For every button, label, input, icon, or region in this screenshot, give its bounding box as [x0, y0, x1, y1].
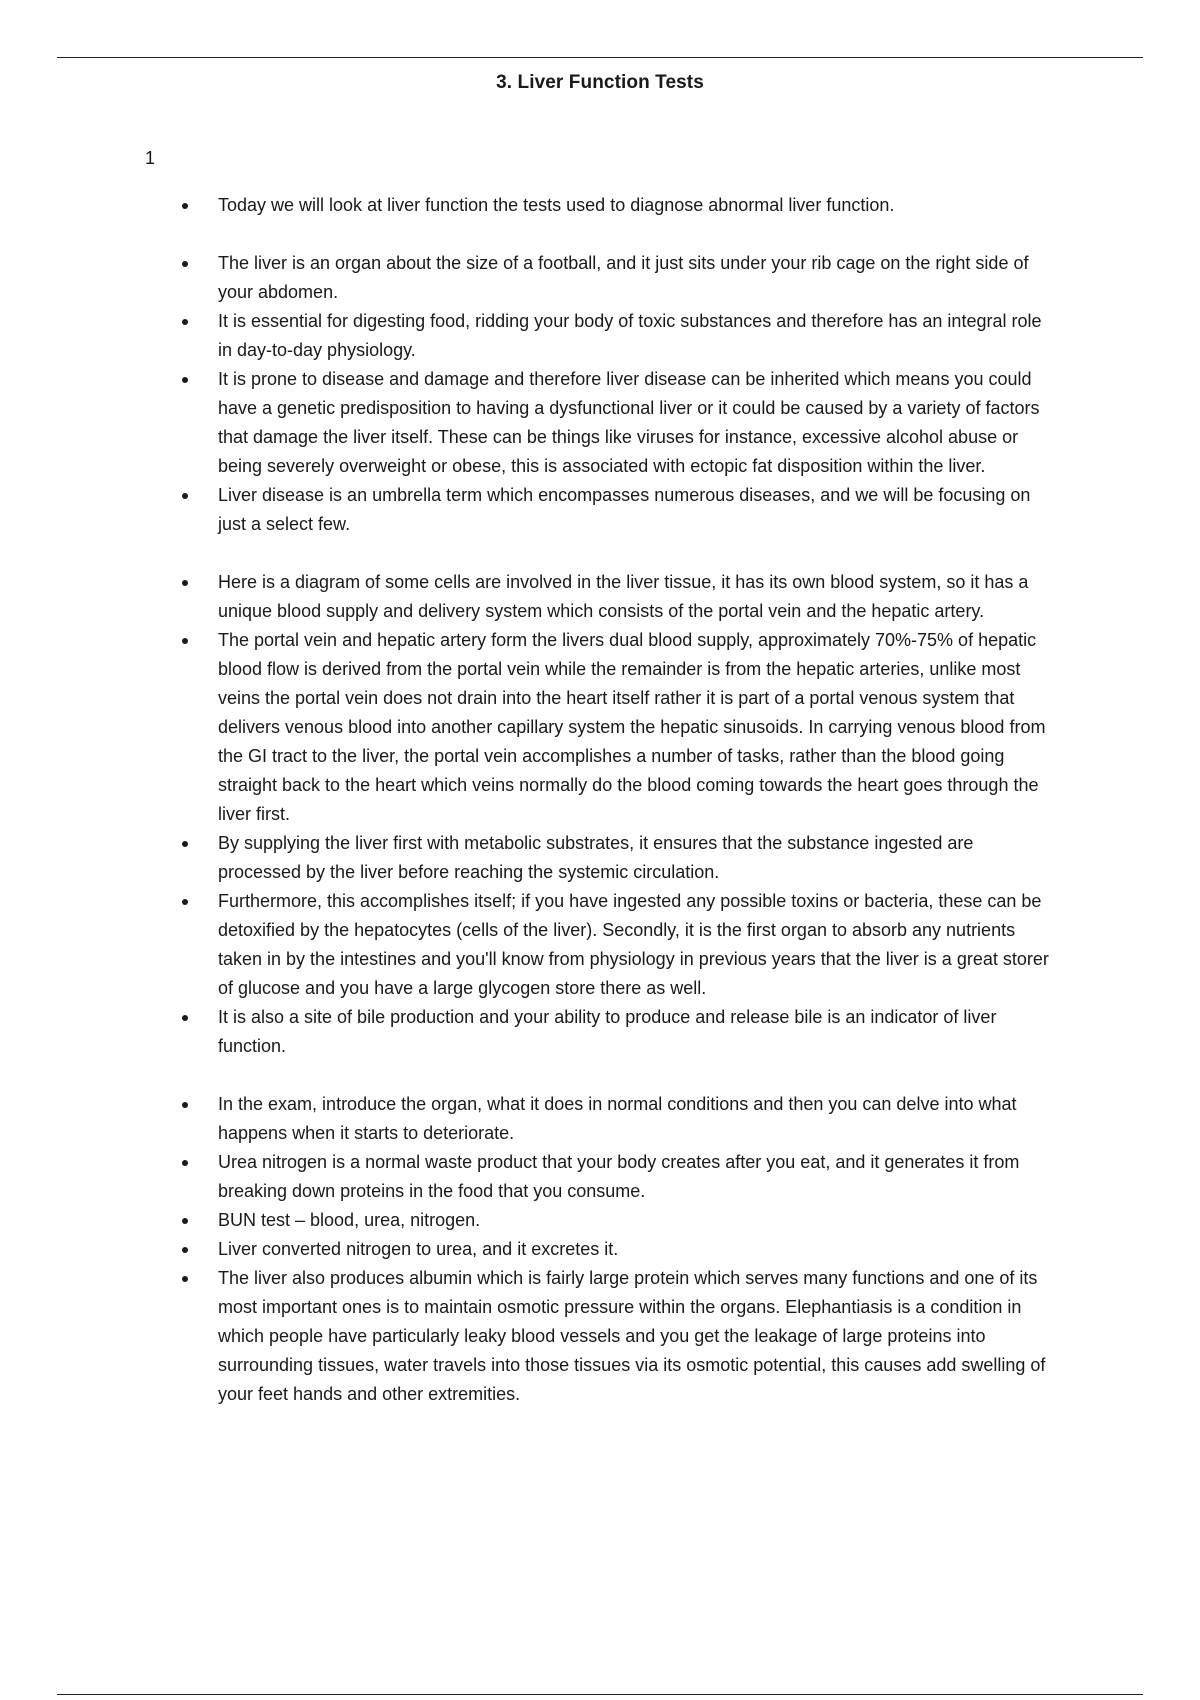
bullet-icon [182, 261, 188, 267]
bullet-icon [182, 1218, 188, 1224]
bottom-rule [57, 1694, 1143, 1695]
bullet-icon [182, 1160, 188, 1166]
bullet-text: The portal vein and hepatic artery form the livers dual blood supply, approximately 70%-75% of hepatic blood flow is derived from the portal vein while the remainder is from the hepatic arteries, unlike most veins the portal vein does not drain into the heart itself rather it is part of a portal venous system that delivers venous blood into another capillary system the hepatic sinusoids. In carrying venous blood from the GI tract to the liver, the portal vein accomplishes a number of tasks, rather than the blood going straight back to the heart which veins normally do the blood coming towards the heart goes through the liver first. [218, 630, 1046, 824]
bullet-text: Liver converted nitrogen to urea, and it excretes it. [218, 1239, 619, 1259]
bullet-icon [182, 493, 188, 499]
bullet-item [180, 1090, 1060, 1148]
bullet-text: Today we will look at liver function the tests used to diagnose abnormal liver function. [218, 195, 895, 215]
bullet-text: Here is a diagram of some cells are involved in the liver tissue, it has its own blood system, so it has a unique blood supply and delivery system which consists of the portal vein and the hepatic artery. [218, 572, 1029, 621]
bullet-list [180, 191, 1060, 1409]
bullet-icon [182, 319, 188, 325]
bullet-item [180, 191, 1060, 220]
bullet-item [180, 1264, 1060, 1409]
bullet-text: Liver disease is an umbrella term which encompasses numerous diseases, and we will be focusing on just a select few. [218, 485, 1031, 534]
bullet-text: BUN test – blood, urea, nitrogen. [218, 1210, 481, 1230]
page-number: 1 [145, 148, 156, 168]
bullet-item [180, 1148, 1060, 1206]
bullet-icon [182, 841, 188, 847]
bullet-item [180, 568, 1060, 626]
bullet-icon [182, 377, 188, 383]
bullet-item [180, 626, 1060, 829]
bullet-text: The liver is an organ about the size of a football, and it just sits under your rib cage on the right side of your abdomen. [218, 253, 1029, 302]
document-title: 3. Liver Function Tests [496, 72, 704, 93]
bullet-icon [182, 1015, 188, 1021]
bullet-item [180, 481, 1060, 539]
bullet-text: In the exam, introduce the organ, what it does in normal conditions and then you can delve into what happens when it starts to deteriorate. [218, 1094, 1017, 1143]
bullet-item [180, 1003, 1060, 1061]
bullet-item [180, 1235, 1060, 1264]
bullet-item [180, 365, 1060, 481]
bullet-icon [182, 1102, 188, 1108]
bullet-item [180, 1206, 1060, 1235]
bullet-text: The liver also produces albumin which is fairly large protein which serves many functions and one of its most important ones is to maintain osmotic pressure within the organs. Elephantiasis is a condition in which people have particularly leaky blood vessels and you get the leakage of large proteins into surrounding tissues, water travels into those tissues via its osmotic potential, this causes add swelling of your feet hands and other extremities. [218, 1268, 1046, 1404]
bullet-item [180, 249, 1060, 307]
bullet-text: Urea nitrogen is a normal waste product that your body creates after you eat, and it generates it from breaking down proteins in the food that you consume. [218, 1152, 1020, 1201]
bullet-icon [182, 899, 188, 905]
bullet-icon [182, 203, 188, 209]
bullet-icon [182, 1276, 188, 1282]
bullet-item [180, 887, 1060, 1003]
top-rule [57, 57, 1143, 58]
bullet-text: Furthermore, this accomplishes itself; if you have ingested any possible toxins or bacteria, these can be detoxified by the hepatocytes (cells of the liver). Secondly, it is the first organ to absorb any nutrients taken in by the intestines and you'll know from physiology in previous years that the liver is a great storer of glucose and you have a large glycogen store there as well. [218, 891, 1049, 998]
bullet-icon [182, 580, 188, 586]
bullet-text: It is prone to disease and damage and therefore liver disease can be inherited which means you could have a genetic predisposition to having a dysfunctional liver or it could be caused by a variety of factors that damage the liver itself. These can be things like viruses for instance, excessive alcohol abuse or being severely overweight or obese, this is associated with ectopic fat disposition within the liver. [218, 369, 1040, 476]
bullet-text: By supplying the liver first with metabolic substrates, it ensures that the substance ingested are processed by the liver before reaching the systemic circulation. [218, 833, 974, 882]
bullet-icon [182, 638, 188, 644]
bullet-item [180, 307, 1060, 365]
bullet-text: It is also a site of bile production and your ability to produce and release bile is an indicator of liver function. [218, 1007, 997, 1056]
bullet-text: It is essential for digesting food, ridding your body of toxic substances and therefore has an integral role in day-to-day physiology. [218, 311, 1042, 360]
bullet-item [180, 829, 1060, 887]
bullet-icon [182, 1247, 188, 1253]
